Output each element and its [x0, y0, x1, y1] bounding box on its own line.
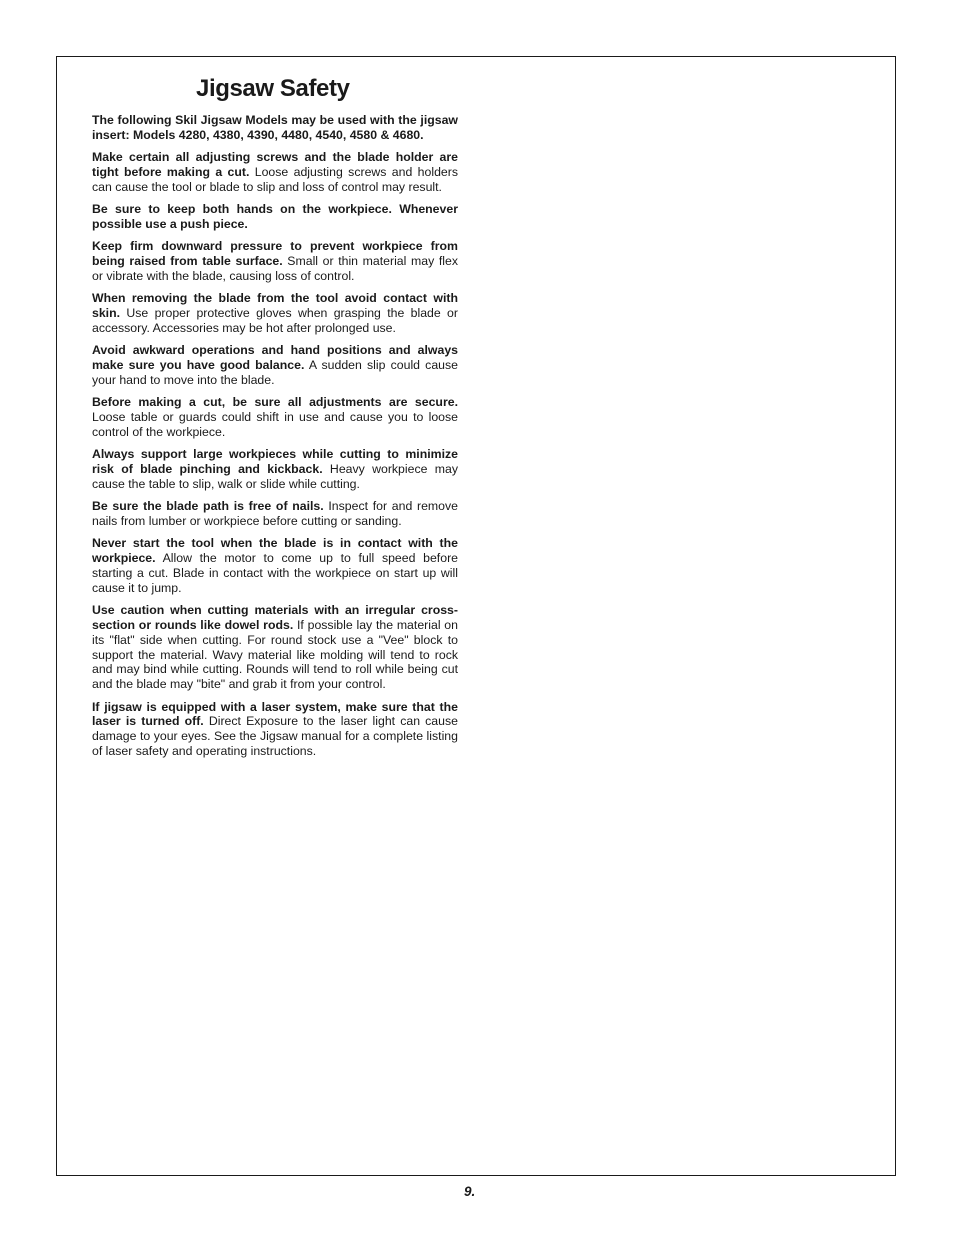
paragraph-body: Inspect for and remove nails from lumber or workpiece before cutting or sanding. — [92, 499, 459, 529]
paragraph-lead: Use caution when cutting materials with an irregular cross-section or rounds like dowel rods. — [92, 603, 458, 633]
safety-paragraph — [92, 202, 458, 232]
safety-paragraph — [92, 291, 458, 335]
paragraph-lead: Make certain all adjusting screws and the blade holder are tight before making a cut. — [92, 150, 458, 179]
paragraph-lead: Keep firm downward pressure to prevent workpiece from being raised from table surface. — [92, 239, 458, 269]
safety-paragraph — [92, 395, 458, 439]
paragraph-body: Loose adjusting screws and holders can cause the tool or blade to slip and loss of control may result. — [92, 164, 458, 194]
paragraph-lead: Be sure the blade path is free of nails. — [92, 499, 324, 514]
safety-paragraph — [92, 150, 458, 194]
paragraph-body: If possible lay the material on its "flat" side when cutting. For round stock use a "Vee" block to support the material. Wavy material like molding will tend to rock and may bind while cutting. Rounds will tend to roll while being cut and the blade may "bite" and grab it from your control. — [92, 618, 458, 692]
page-title: Jigsaw Safety — [196, 75, 350, 102]
safety-instructions — [92, 113, 458, 766]
safety-paragraph — [92, 499, 458, 529]
safety-paragraph — [92, 113, 458, 143]
paragraph-lead: Never start the tool when the blade is in contact with the workpiece. — [92, 536, 458, 566]
paragraph-lead: The following Skil Jigsaw Models may be used with the jigsaw insert: Models 4280, 4380, 4390, 4480, 4540, 4580 & 4680. — [92, 113, 458, 142]
paragraph-lead: Be sure to keep both hands on the workpiece. Whenever possible use a push piece. — [92, 202, 458, 231]
paragraph-lead: Avoid awkward operations and hand positions and always make sure you have good balance. — [92, 343, 458, 373]
paragraph-lead: Always support large workpieces while cutting to minimize risk of blade pinching and kickback. — [92, 447, 458, 477]
paragraph-body: Allow the motor to come up to full speed before starting a cut. Blade in contact with the workpiece on start up will cause it to jump. — [92, 551, 458, 595]
paragraph-body: A sudden slip could cause your hand to move into the blade. — [92, 358, 458, 387]
safety-paragraph — [92, 447, 458, 491]
paragraph-lead: Before making a cut, be sure all adjustments are secure. — [92, 395, 458, 410]
paragraph-lead: When removing the blade from the tool avoid contact with skin. — [92, 291, 458, 321]
paragraph-body: Loose table or guards could shift in use and cause you to loose control of the workpiece. — [92, 410, 458, 439]
safety-paragraph — [92, 239, 458, 283]
safety-paragraph — [92, 343, 458, 387]
paragraph-body: Heavy workpiece may cause the table to slip, walk or slide while cutting. — [92, 462, 458, 491]
paragraph-lead: If jigsaw is equipped with a laser system, make sure that the laser is turned off. — [92, 699, 458, 729]
paragraph-body: Use proper protective gloves when grasping the blade or accessory. Accessories may be hot after prolonged use. — [92, 306, 458, 335]
paragraph-body: Direct Exposure to the laser light can cause damage to your eyes. See the Jigsaw manual for a complete listing of laser safety and operating instructions. — [92, 714, 458, 759]
safety-paragraph — [92, 700, 458, 759]
page-number: 9. — [464, 1184, 476, 1199]
safety-paragraph — [92, 603, 458, 692]
paragraph-body: Small or thin material may flex or vibrate with the blade, causing loss of control. — [92, 254, 458, 283]
safety-paragraph — [92, 536, 458, 595]
